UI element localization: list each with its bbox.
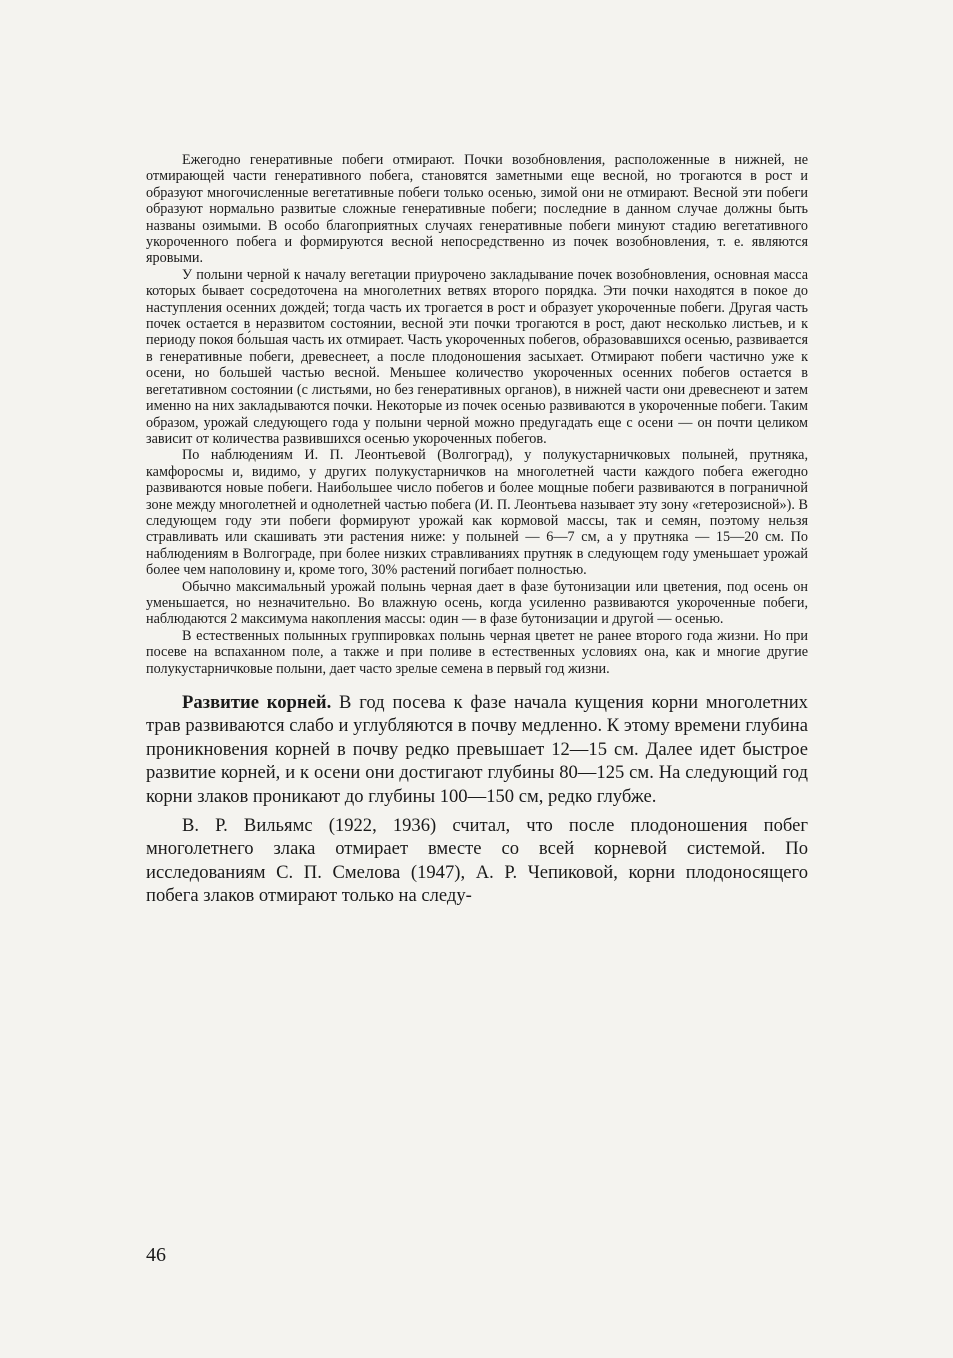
paragraph-black-wormwood-buds: У полыни черной к началу вегетации приурочено закладывание почек возобновления, основная масса которых бывает сосредоточена на многолетних ветвях второго порядка. Эти почки находятся в покое до наступления осенних дождей; тогда часть их трогается в рост и образует укороченные побеги. Другая часть почек остается в неразвитом состоянии, весной эти почки трогаются в рост, дают несколько листьев, и к периоду покоя бо́льшая часть их отмирает. Часть укороченных побегов, образовавшихся осенью, развивается в генеративные побеги, древеснеет, а после плодоношения засыхает. Отмирают побеги частично уже к осени, но большей частью весной. Меньшее количество укороченных осенних побегов остается в вегетативном состоянии (с листьями, но без генеративных органов), в нижней части они древеснеют и затем именно на них закладываются почки. Некоторые из почек осенью развиваются в укороченные побеги. Таким образом, урожай следующего года у полыни черной можно предугадать еще с осени — он почти целиком зависит от количества развившихся осенью укороченных побегов.: [146, 266, 808, 447]
section-heading-root-development: Развитие корней.: [182, 692, 332, 713]
paragraph-leontieva-observations: По наблюдениям И. П. Леонтьевой (Волгоград), у полукустарничковых полыней, прутняка, камфоросмы и, видимо, у других полукустарничков на многолетней части каждого побега ежегодно развиваются новые побеги. Наибольшее число побегов и более мощные побеги развиваются в пограничной зоне между многолетней и однолетней частью побега (И. П. Леонтьева называет эту зону «гетерозисной»). В следующем году эти побеги формируют урожай как кормовой массы, так и семян, поэтому нельзя стравливать или скашивать эти растения ниже: у полыней — 6—7 см, а у прутняка — 15—20 см. По наблюдениям в Волгограде, при более низких стравливаниях прутняк в следующем году уменьшает урожай более чем наполовину и, кроме того, 30% растений погибает полностью.: [146, 447, 808, 579]
paragraph-natural-groups: В естественных полынных группировках полынь черная цветет не ранее второго года жизни. Но при посеве на вспаханном поле, а также и при поливе в естественных условиях она, как и многие другие полукустарничковые полыни, дает часто зрелые семена в первый год жизни.: [146, 627, 808, 677]
paragraph-max-yield: Обычно максимальный урожай полынь черная дает в фазе бутонизации или цветения, под осень он уменьшается, но незначительно. Во влажную осень, когда усиленно развиваются укороченные побеги, наблюдаются 2 максимума накопления массы: один — в фазе бутонизации и другой — осенью.: [146, 578, 808, 628]
paragraph-generative-shoots: Ежегодно генеративные побеги отмирают. Почки возобновления, расположенные в нижней, не отмирающей части генеративного побега, становятся заметными еще весной, но трогаются в рост и образуют многочисленные вегетативные побеги только осенью, зимой они не отмирают. Весной эти побеги образуют нормально развитые сложные генеративные побеги; последние в данном случае должны быть названы озимыми. В особо благоприятных случаях генеративные побеги минуют стадию вегетативного укороченного побега и формируются весной непосредственно из почек возобновления, т. е. являются яровыми.: [146, 152, 808, 267]
root-development-text: В год посева к фазе начала кущения корни многолетних трав развиваются слабо и углубляются в почву медленно. К этому времени глубина проникновения корней в почву редко превышает 12—15 см. Далее идет быстрое развитие корней, и к осени они достигают глубины 80—125 см. На следующий год корни злаков проникают до глубины 100—150 см, редко глубже.: [146, 692, 808, 807]
paragraph-root-development: [146, 691, 808, 808]
large-print-section: [146, 691, 808, 908]
page-body: [146, 152, 808, 914]
page-number: 46: [146, 1244, 166, 1266]
paragraph-williams: В. Р. Вильямс (1922, 1936) считал, что после плодоношения побег многолетнего злака отмирает вместе со всей корневой системой. По исследованиям С. П. Смелова (1947), А. Р. Чепиковой, корни плодоносящего побега злаков отмирают только на следу-: [146, 815, 808, 907]
small-print-section: [146, 152, 808, 677]
